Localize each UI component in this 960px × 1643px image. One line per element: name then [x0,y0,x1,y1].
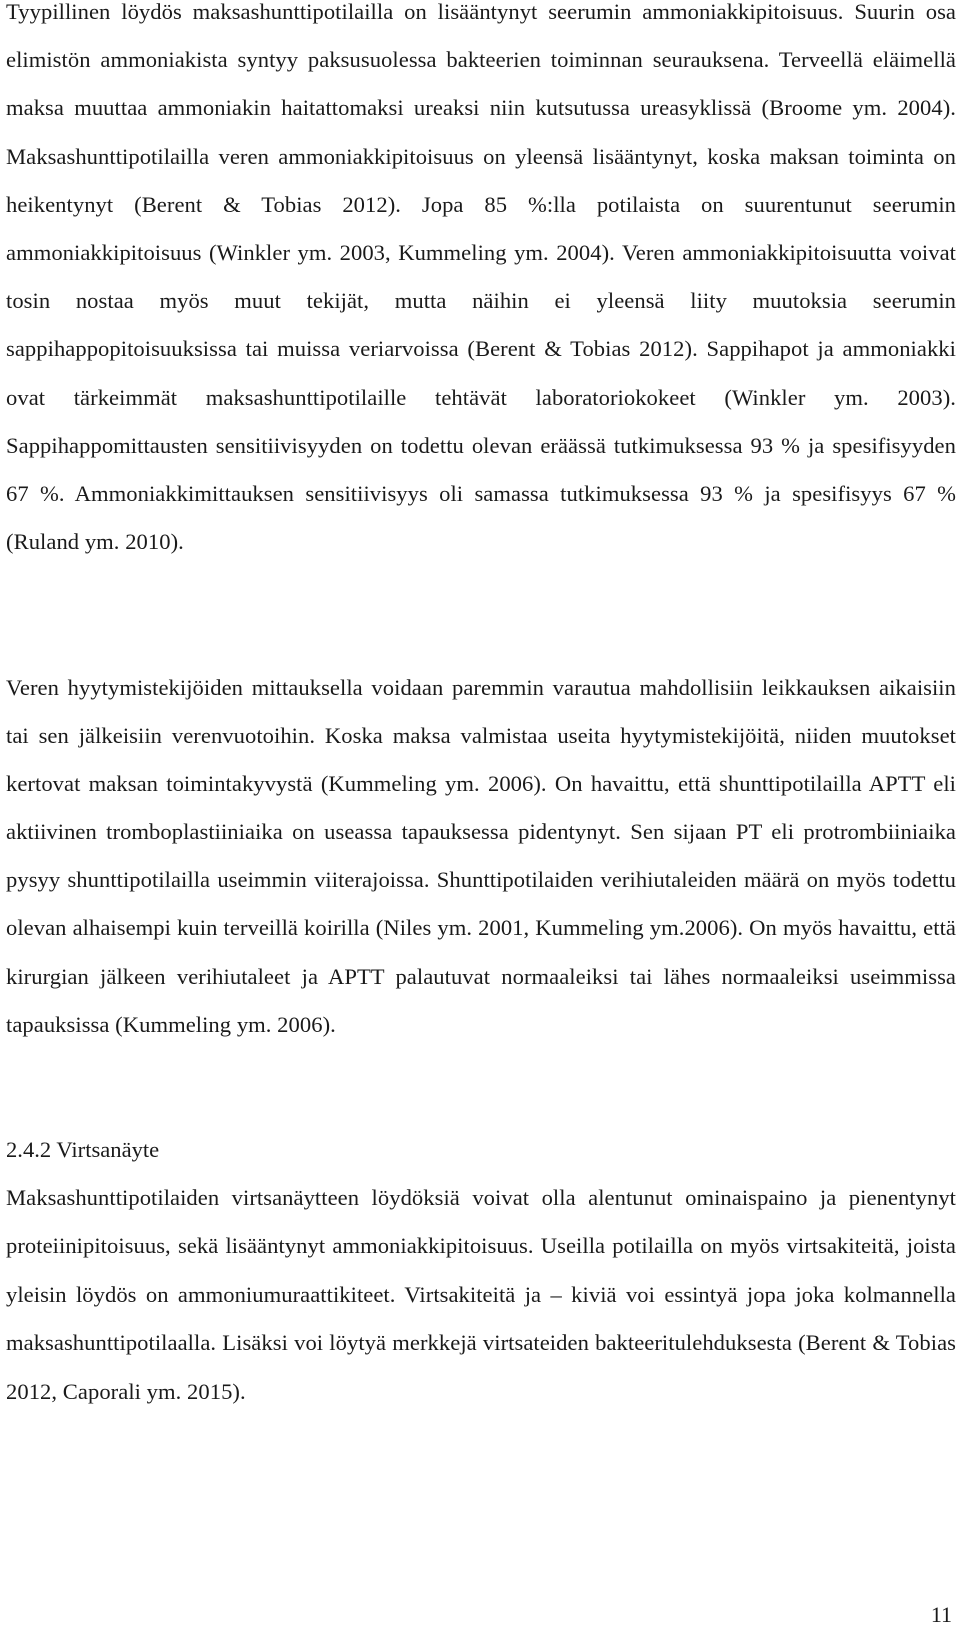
section-heading: 2.4.2 Virtsanäyte [6,1137,160,1162]
page-number: 11 [930,1602,952,1627]
paragraph-urine-sample: Maksashunttipotilaiden virtsanäytteen löydöksiä voivat olla alentunut ominaispaino ja pienentynyt proteiinipitoisuus, sekä lisääntynyt ammoniakkipitoisuus. Useilla potilailla on myös virtsakiteitä, joista yleisin löydös on ammoniumuraattikiteet. Virtsakiteitä ja – kiviä voi essintyä jopa joka kolmannella maksashunttipotilaalla. Lisäksi voi löytyä merkkejä virtsateiden bakteeritulehduksesta (Berent & Tobias 2012, Caporali ym. 2015). [6,1185,956,1404]
paragraph-coagulation: Veren hyytymistekijöiden mittauksella voidaan paremmin varautua mahdollisiin leikkauksen aikaisiin tai sen jälkeisiin verenvuotoihin. Koska maksa valmistaa useita hyytymistekijöitä, niiden muutokset kertovat maksan toimintakyvystä (Kummeling ym. 2006). On havaittu, että shunttipotilailla APTT eli aktiivinen tromboplastiiniaika on useassa tapauksessa pidentynyt. Sen sijaan PT eli protrombiiniaika pysyy shunttipotilailla useimmin viiterajoissa. Shunttipotilaiden verihiutaleiden määrä on myös todettu olevan alhaisempi kuin terveillä koirilla (Niles ym. 2001, Kummeling ym.2006). On myös havaittu, että kirurgian jälkeen verihiutaleet ja APTT palautuvat normaaleiksi tai lähes normaaleiksi useimmissa tapauksissa (Kummeling ym. 2006). [6,675,956,1037]
paragraph-ammonia: Tyypillinen löydös maksashunttipotilailla on lisääntynyt seerumin ammoniakkipitoisuus. Suurin osa elimistön ammoniakista syntyy paksusuolessa bakteerien toiminnan seurauksena. Terveellä eläimellä maksa muuttaa ammoniakin haitattomaksi ureaksi niin kutsutussa ureasyklissä (Broome ym. 2004). Maksashunttipotilailla veren ammoniakkipitoisuus on yleensä lisääntynyt, koska maksan toiminta on heikentynyt (Berent & Tobias 2012). Jopa 85 %:lla potilaista on suurentunut seerumin ammoniakkipitoisuus (Winkler ym. 2003, Kummeling ym. 2004). Veren ammoniakkipitoisuutta voivat tosin nostaa myös muut tekijät, mutta näihin ei yleensä liity muutoksia seerumin sappihappopitoisuuksissa tai muissa veriarvoissa (Berent & Tobias 2012). Sappihapot ja ammoniakki ovat tärkeimmät maksashunttipotilaille tehtävät laboratoriokokeet (Winkler ym. 2003). Sappihappomittausten sensitiivisyyden on todettu olevan eräässä tutkimuksessa 93 % ja spesifisyyden 67 %. Ammoniakkimittauksen sensitiivisyys oli samassa tutkimuksessa 93 % ja spesifisyys 67 % (Ruland ym. 2010). [6,0,956,555]
